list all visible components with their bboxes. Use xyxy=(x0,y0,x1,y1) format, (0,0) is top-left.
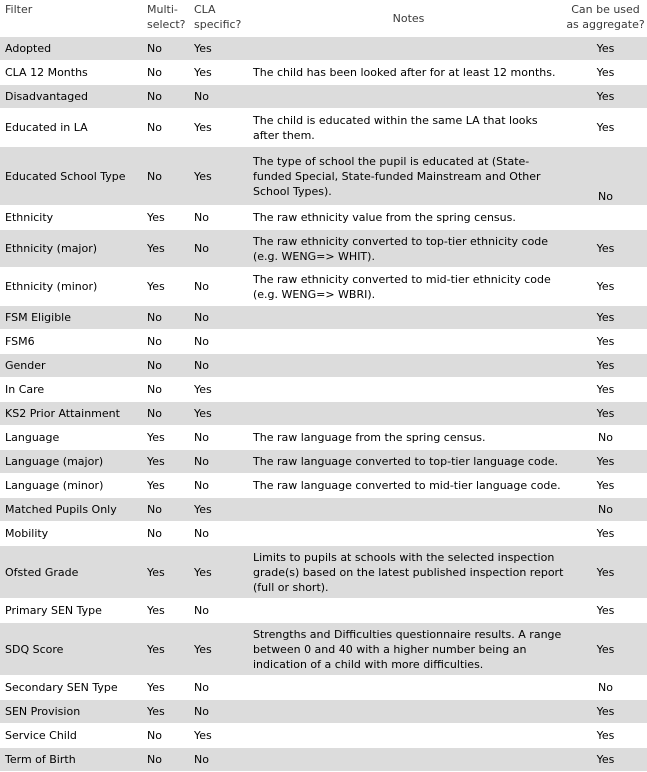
multi-select-cell: Yes xyxy=(142,268,189,306)
notes-cell xyxy=(248,724,564,748)
cla-specific-cell: No xyxy=(189,330,248,354)
filter-cell: Mobility xyxy=(0,522,142,546)
notes-cell: The type of school the pupil is educated at (State-funded Special, State-funded Mainstream and Other School Types). xyxy=(248,147,564,206)
multi-select-cell: No xyxy=(142,37,189,61)
aggregate-cell: Yes xyxy=(564,748,647,772)
aggregate-cell: Yes xyxy=(564,623,647,676)
header-row xyxy=(0,0,647,37)
filter-cell: Primary SEN Type xyxy=(0,599,142,623)
aggregate-cell: No xyxy=(564,426,647,450)
aggregate-cell: No xyxy=(564,498,647,522)
table-row xyxy=(0,378,647,402)
table-row xyxy=(0,147,647,206)
table-row xyxy=(0,330,647,354)
multi-select-cell: No xyxy=(142,306,189,330)
filter-cell: Ethnicity (minor) xyxy=(0,268,142,306)
aggregate-cell: Yes xyxy=(564,37,647,61)
cla-specific-cell: No xyxy=(189,599,248,623)
cla-specific-cell: No xyxy=(189,522,248,546)
notes-cell xyxy=(248,378,564,402)
filter-cell: Educated School Type xyxy=(0,147,142,206)
header-notes: Notes xyxy=(248,0,564,37)
aggregate-cell: No xyxy=(564,676,647,700)
notes-cell xyxy=(248,85,564,109)
multi-select-cell: Yes xyxy=(142,546,189,599)
table-row xyxy=(0,109,647,147)
multi-select-cell: Yes xyxy=(142,426,189,450)
multi-select-cell: No xyxy=(142,378,189,402)
multi-select-cell: Yes xyxy=(142,676,189,700)
table-row xyxy=(0,724,647,748)
table-row xyxy=(0,85,647,109)
header-filter: Filter xyxy=(0,0,142,37)
notes-cell xyxy=(248,306,564,330)
cla-specific-cell: Yes xyxy=(189,724,248,748)
notes-cell: The raw ethnicity converted to mid-tier ethnicity code (e.g. WENG=> WBRI). xyxy=(248,268,564,306)
aggregate-cell: Yes xyxy=(564,85,647,109)
cla-specific-cell: No xyxy=(189,748,248,772)
filter-cell: SDQ Score xyxy=(0,623,142,676)
filter-cell: Adopted xyxy=(0,37,142,61)
filter-cell: Ethnicity (major) xyxy=(0,230,142,268)
filter-cell: Educated in LA xyxy=(0,109,142,147)
filter-cell: KS2 Prior Attainment xyxy=(0,402,142,426)
multi-select-cell: No xyxy=(142,748,189,772)
notes-cell xyxy=(248,402,564,426)
table-row xyxy=(0,748,647,772)
filter-cell: FSM6 xyxy=(0,330,142,354)
multi-select-cell: No xyxy=(142,109,189,147)
table-row xyxy=(0,522,647,546)
aggregate-cell: Yes xyxy=(564,306,647,330)
filter-cell: Ethnicity xyxy=(0,206,142,230)
filter-cell: In Care xyxy=(0,378,142,402)
multi-select-cell: No xyxy=(142,522,189,546)
notes-cell xyxy=(248,700,564,724)
notes-cell: The child is educated within the same LA that looks after them. xyxy=(248,109,564,147)
cla-specific-cell: Yes xyxy=(189,498,248,522)
table-row xyxy=(0,623,647,676)
filter-cell: Language (major) xyxy=(0,450,142,474)
aggregate-cell: Yes xyxy=(564,599,647,623)
table-row xyxy=(0,450,647,474)
header-cla-specific: CLA specific? xyxy=(189,0,248,37)
cla-specific-cell: No xyxy=(189,85,248,109)
aggregate-cell: Yes xyxy=(564,354,647,378)
notes-cell: The raw ethnicity value from the spring census. xyxy=(248,206,564,230)
multi-select-cell: No xyxy=(142,147,189,206)
aggregate-cell: Yes xyxy=(564,378,647,402)
notes-cell: The child has been looked after for at least 12 months. xyxy=(248,61,564,85)
cla-specific-cell: No xyxy=(189,354,248,378)
table-row xyxy=(0,546,647,599)
cla-specific-cell: No xyxy=(189,306,248,330)
filter-cell: FSM Eligible xyxy=(0,306,142,330)
notes-cell: Strengths and Difficulties questionnaire results. A range between 0 and 40 with a higher number being an indication of a child with more difficulties. xyxy=(248,623,564,676)
cla-specific-cell: Yes xyxy=(189,61,248,85)
filter-cell: SEN Provision xyxy=(0,700,142,724)
aggregate-cell: Yes xyxy=(564,61,647,85)
table-row xyxy=(0,426,647,450)
multi-select-cell: Yes xyxy=(142,206,189,230)
aggregate-cell: Yes xyxy=(564,268,647,306)
aggregate-cell xyxy=(564,206,647,230)
notes-cell: The raw ethnicity converted to top-tier ethnicity code (e.g. WENG=> WHIT). xyxy=(248,230,564,268)
notes-cell xyxy=(248,522,564,546)
table-row xyxy=(0,306,647,330)
multi-select-cell: No xyxy=(142,85,189,109)
table-row xyxy=(0,61,647,85)
aggregate-cell: No xyxy=(564,147,647,206)
filter-cell: Service Child xyxy=(0,724,142,748)
table-row xyxy=(0,498,647,522)
cla-specific-cell: Yes xyxy=(189,109,248,147)
notes-cell xyxy=(248,354,564,378)
aggregate-cell: Yes xyxy=(564,109,647,147)
cla-specific-cell: No xyxy=(189,700,248,724)
table-row xyxy=(0,402,647,426)
notes-cell: The raw language from the spring census. xyxy=(248,426,564,450)
cla-specific-cell: Yes xyxy=(189,378,248,402)
table-row xyxy=(0,37,647,61)
aggregate-cell: Yes xyxy=(564,330,647,354)
notes-cell xyxy=(248,599,564,623)
multi-select-cell: Yes xyxy=(142,623,189,676)
table-row xyxy=(0,474,647,498)
aggregate-cell: Yes xyxy=(564,230,647,268)
multi-select-cell: No xyxy=(142,498,189,522)
table-row xyxy=(0,700,647,724)
cla-specific-cell: Yes xyxy=(189,402,248,426)
cla-specific-cell: No xyxy=(189,268,248,306)
multi-select-cell: No xyxy=(142,330,189,354)
multi-select-cell: No xyxy=(142,61,189,85)
notes-cell: The raw language converted to top-tier language code. xyxy=(248,450,564,474)
table-row xyxy=(0,230,647,268)
cla-specific-cell: No xyxy=(189,450,248,474)
notes-cell: The raw language converted to mid-tier language code. xyxy=(248,474,564,498)
cla-specific-cell: No xyxy=(189,474,248,498)
cla-specific-cell: No xyxy=(189,230,248,268)
aggregate-cell: Yes xyxy=(564,546,647,599)
multi-select-cell: Yes xyxy=(142,700,189,724)
cla-specific-cell: No xyxy=(189,206,248,230)
filter-cell: Matched Pupils Only xyxy=(0,498,142,522)
aggregate-cell: Yes xyxy=(564,700,647,724)
filter-cell: Ofsted Grade xyxy=(0,546,142,599)
notes-cell xyxy=(248,37,564,61)
cla-specific-cell: Yes xyxy=(189,147,248,206)
cla-specific-cell: No xyxy=(189,426,248,450)
cla-specific-cell: Yes xyxy=(189,623,248,676)
filter-cell: CLA 12 Months xyxy=(0,61,142,85)
filter-cell: Secondary SEN Type xyxy=(0,676,142,700)
notes-cell xyxy=(248,498,564,522)
aggregate-cell: Yes xyxy=(564,522,647,546)
multi-select-cell: Yes xyxy=(142,450,189,474)
table-row xyxy=(0,599,647,623)
cla-specific-cell: Yes xyxy=(189,37,248,61)
multi-select-cell: Yes xyxy=(142,474,189,498)
table-row xyxy=(0,268,647,306)
aggregate-cell: Yes xyxy=(564,724,647,748)
cla-specific-cell: Yes xyxy=(189,546,248,599)
multi-select-cell: No xyxy=(142,724,189,748)
table-row xyxy=(0,206,647,230)
notes-cell: Limits to pupils at schools with the selected inspection grade(s) based on the latest published inspection report (full or short). xyxy=(248,546,564,599)
header-multi-select: Multi- select? xyxy=(142,0,189,37)
filter-cell: Language xyxy=(0,426,142,450)
cla-specific-cell: No xyxy=(189,676,248,700)
aggregate-cell: Yes xyxy=(564,402,647,426)
multi-select-cell: No xyxy=(142,402,189,426)
aggregate-cell: Yes xyxy=(564,474,647,498)
table-row xyxy=(0,354,647,378)
table-body xyxy=(0,37,647,772)
filter-cell: Gender xyxy=(0,354,142,378)
multi-select-cell: No xyxy=(142,354,189,378)
aggregate-cell: Yes xyxy=(564,450,647,474)
multi-select-cell: Yes xyxy=(142,599,189,623)
header-aggregate: Can be used as aggregate? xyxy=(564,0,647,37)
multi-select-cell: Yes xyxy=(142,230,189,268)
filter-cell: Term of Birth xyxy=(0,748,142,772)
filter-cell: Language (minor) xyxy=(0,474,142,498)
notes-cell xyxy=(248,330,564,354)
notes-cell xyxy=(248,748,564,772)
filter-cell: Disadvantaged xyxy=(0,85,142,109)
